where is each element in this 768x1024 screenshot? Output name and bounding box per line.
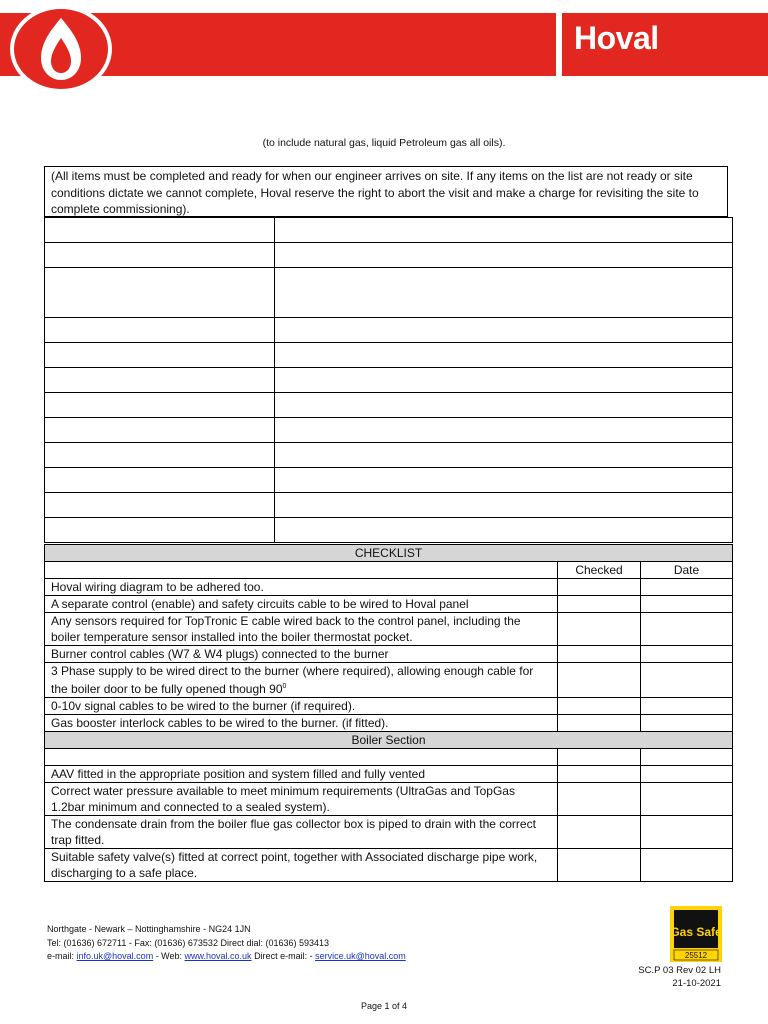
form-row (45, 268, 733, 318)
date-cell[interactable] (641, 715, 733, 732)
checklist-item: Hoval wiring diagram to be adhered too. (45, 579, 558, 596)
form-label-cell (45, 418, 275, 443)
date-cell[interactable] (641, 579, 733, 596)
checklist-table (44, 544, 733, 882)
boiler-item: The condensate drain from the boiler flue gas collector box is piped to drain with the correct trap fitted. (45, 816, 558, 849)
gas-safe-logo-icon (670, 906, 722, 962)
checked-cell[interactable] (558, 596, 641, 613)
form-row (45, 443, 733, 468)
document-reference (638, 964, 721, 990)
date-cell[interactable] (641, 783, 733, 816)
date-cell[interactable] (641, 613, 733, 646)
email-label: e-mail: (47, 951, 77, 961)
form-label-cell (45, 518, 275, 543)
form-row (45, 243, 733, 268)
site-details-table (44, 217, 733, 543)
direct-email-label: Direct e-mail: - (251, 951, 316, 961)
checked-cell[interactable] (558, 749, 641, 766)
form-label-cell (45, 443, 275, 468)
direct-email-link[interactable]: service.uk@hoval.com (315, 951, 406, 961)
checked-cell[interactable] (558, 849, 641, 882)
checklist-item-empty (45, 749, 558, 766)
checked-cell[interactable] (558, 816, 641, 849)
checklist-item: Any sensors required for TopTronic E cable wired back to the control panel, including the boiler temperature sensor installed into the boiler thermostat pocket. (45, 613, 558, 646)
form-value-cell[interactable] (275, 493, 733, 518)
form-label-cell (45, 393, 275, 418)
ref-date: 21-10-2021 (672, 978, 721, 989)
brand-logo-text: Hoval (574, 20, 659, 56)
date-cell[interactable] (641, 646, 733, 663)
date-cell[interactable] (641, 766, 733, 783)
date-cell[interactable] (641, 816, 733, 849)
degree-mark: 0 (282, 683, 287, 690)
footer-phones: Tel: (01636) 672711 - Fax: (01636) 673532 Direct dial: (01636) 593413 (47, 937, 330, 948)
form-label-cell (45, 343, 275, 368)
gas-safe-text: Gas Safe (670, 925, 722, 939)
boiler-item: Suitable safety valve(s) fitted at correct point, together with Associated discharge pipe work, discharging to a safe place. (45, 849, 558, 882)
form-value-cell[interactable] (275, 218, 733, 243)
checklist-item: A separate control (enable) and safety circuits cable to be wired to Hoval panel (45, 596, 558, 613)
checklist-item: Gas booster interlock cables to be wired to the burner. (if fitted). (45, 715, 558, 732)
date-column-header: Date (641, 562, 733, 579)
form-label-cell (45, 243, 275, 268)
checklist-item: 0-10v signal cables to be wired to the burner (if required). (45, 698, 558, 715)
checked-cell[interactable] (558, 646, 641, 663)
form-row (45, 218, 733, 243)
footer-contact (47, 923, 406, 964)
footer-address: Northgate - Newark – Nottinghamshire - NG24 1JN (47, 924, 251, 934)
date-cell[interactable] (641, 663, 733, 698)
form-value-cell[interactable] (275, 418, 733, 443)
email-link[interactable]: info.uk@hoval.com (76, 951, 154, 961)
form-row (45, 493, 733, 518)
item-header-cell (45, 562, 558, 579)
form-value-cell[interactable] (275, 318, 733, 343)
form-value-cell[interactable] (275, 468, 733, 493)
boiler-item: Correct water pressure available to meet minimum requirements (UltraGas and TopGas 1.2bar minimum and connected to a sealed system). (45, 783, 558, 816)
boiler-item: AAV fitted in the appropriate position and system filled and fully vented (45, 766, 558, 783)
intro-text: (to include natural gas, liquid Petroleum gas all oils). (262, 137, 506, 149)
form-value-cell[interactable] (275, 368, 733, 393)
gas-safe-number: 25512 (684, 951, 708, 960)
checklist-item-text: 3 Phase supply to be wired direct to the burner (where required), allowing enough cable for the boiler door to be fully opened though 90 (51, 664, 534, 696)
checked-cell[interactable] (558, 613, 641, 646)
form-row (45, 518, 733, 543)
form-value-cell[interactable] (275, 268, 733, 318)
form-value-cell[interactable] (275, 393, 733, 418)
flame-logo-icon (9, 4, 113, 94)
form-value-cell[interactable] (275, 518, 733, 543)
date-cell[interactable] (641, 698, 733, 715)
form-row (45, 393, 733, 418)
form-row (45, 418, 733, 443)
date-cell[interactable] (641, 749, 733, 766)
checked-cell[interactable] (558, 715, 641, 732)
form-label-cell (45, 468, 275, 493)
page-number: Page 1 of 4 (360, 1001, 408, 1011)
ref-code: SC.P 03 Rev 02 LH (638, 965, 721, 976)
checked-cell[interactable] (558, 766, 641, 783)
checklist-title: CHECKLIST (45, 545, 733, 562)
notice-box: (All items must be completed and ready for when our engineer arrives on site. If any items on the list are not ready or site conditions dictate we cannot complete, Hoval reserve the right to abort the visit and make a charge for revisiting the site to complete commissioning). (44, 166, 728, 217)
checklist-item (45, 663, 558, 698)
form-value-cell[interactable] (275, 343, 733, 368)
form-row (45, 343, 733, 368)
footer-links (47, 950, 406, 964)
form-label-cell (45, 493, 275, 518)
checked-cell[interactable] (558, 698, 641, 715)
boiler-section-title: Boiler Section (45, 732, 733, 749)
form-value-cell[interactable] (275, 443, 733, 468)
checked-column-header: Checked (558, 562, 641, 579)
form-label-cell (45, 218, 275, 243)
checklist-item: Burner control cables (W7 & W4 plugs) connected to the burner (45, 646, 558, 663)
date-cell[interactable] (641, 849, 733, 882)
form-label-cell (45, 318, 275, 343)
checked-cell[interactable] (558, 663, 641, 698)
checked-cell[interactable] (558, 783, 641, 816)
form-row (45, 368, 733, 393)
web-link[interactable]: www.hoval.co.uk (184, 951, 252, 961)
form-row (45, 468, 733, 493)
form-label-cell (45, 368, 275, 393)
date-cell[interactable] (641, 596, 733, 613)
form-label-cell (45, 268, 275, 318)
checked-cell[interactable] (558, 579, 641, 596)
form-row (45, 318, 733, 343)
web-label: - Web: (153, 951, 185, 961)
form-value-cell[interactable] (275, 243, 733, 268)
